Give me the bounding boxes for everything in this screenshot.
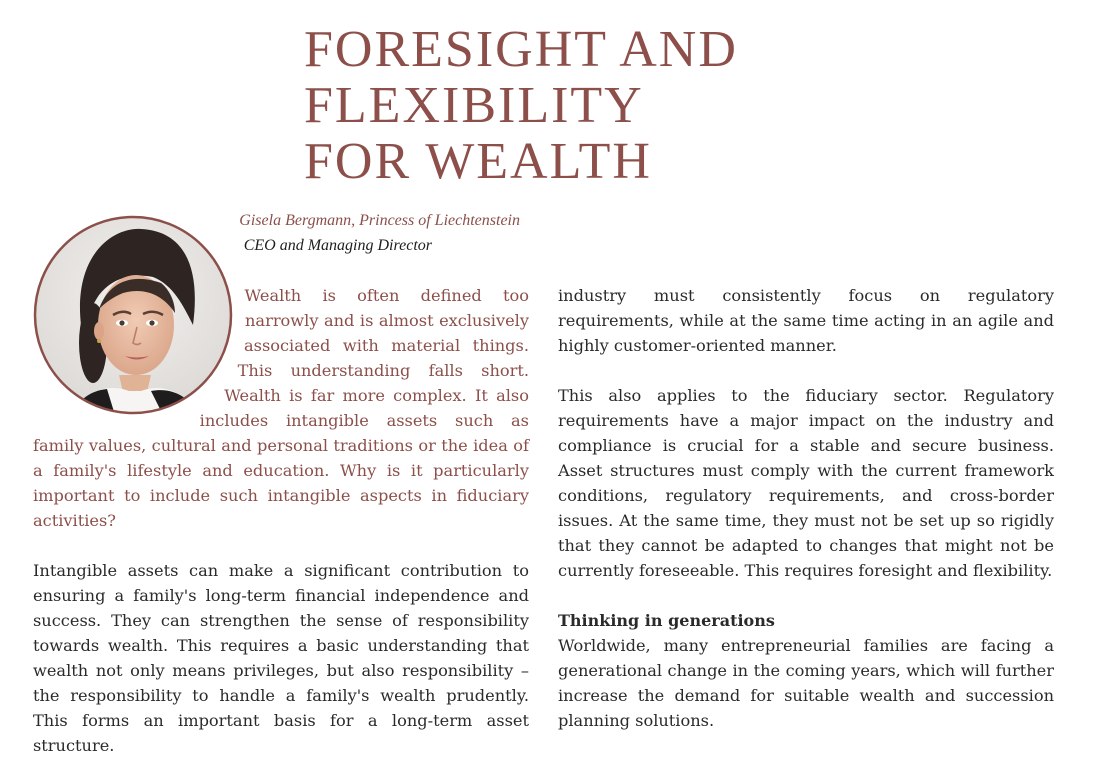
left-column	[33, 283, 529, 758]
author-name: Gisela Bergmann, Princess of Liechtenstein	[239, 212, 520, 229]
body-paragraph-4: Worldwide, many entrepreneurial families are facing a generational change in the coming years, which will further increase the demand for suitable wealth and succession planning solutions.	[558, 636, 1054, 730]
author-role: CEO and Managing Director	[243, 237, 432, 254]
body-paragraph-3: This also applies to the fiduciary sector. Regulatory requirements have a major impact on the industry and compliance is crucial for a stable and secure business. Asset structures must comply with the current framework conditions, regulatory requirements, and cross-border issues. At the same time, they must not be set up so rigidly that they cannot be adapted to changes that might not be currently foreseeable. This requires foresight and flexibility.	[558, 386, 1054, 580]
intro-paragraph: Wealth is often defined too narrowly and is almost exclusively associated with material things. This understanding falls short. Wealth is far more complex. It also includes intangible assets such as family values, cultural and personal traditions or the idea of a family's lifestyle and education. Why is it particularly important to include such intangible aspects in fiduciary activities?	[33, 286, 529, 530]
section-heading: Thinking in generations	[558, 611, 775, 630]
right-column	[558, 283, 1054, 733]
article-title	[304, 22, 1084, 190]
byline	[200, 208, 520, 258]
body-paragraph-2: industry must consistently focus on regulatory requirements, while at the same time acting in an agile and highly customer-oriented manner.	[558, 286, 1054, 355]
title-line-1: FORESIGHT AND FLEXIBILITY	[304, 21, 738, 134]
body-paragraph-1: Intangible assets can make a significant contribution to ensuring a family's long-term financial independence and success. They can strengthen the sense of responsibility towards wealth. This requires a basic understanding that wealth not only means privileges, but also responsibility – the responsibility to handle a family's wealth prudently. This forms an important basis for a long-term asset structure.	[33, 561, 529, 755]
title-line-2: FOR WEALTH	[304, 133, 652, 190]
